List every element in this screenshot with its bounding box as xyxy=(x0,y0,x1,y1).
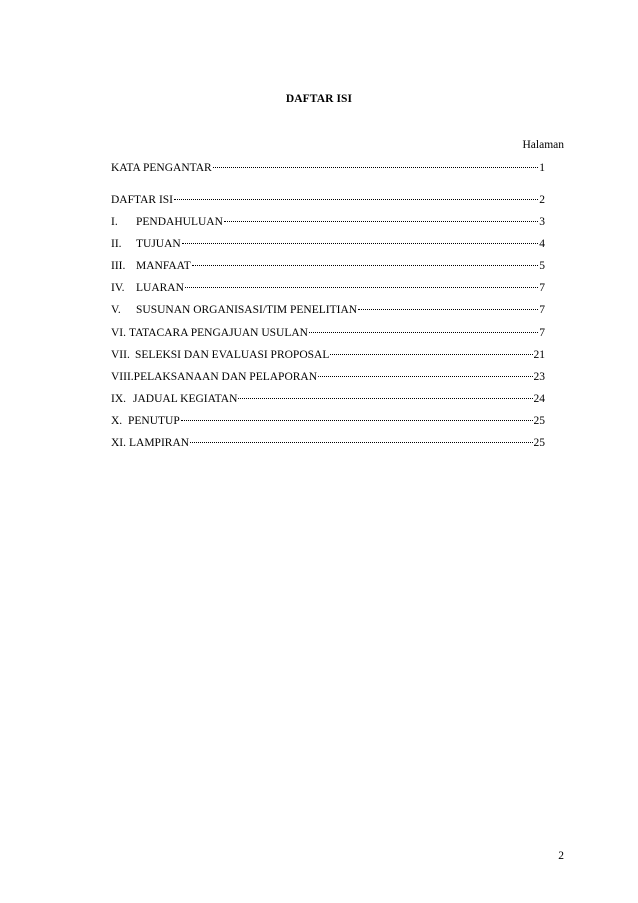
toc-entry-label: SUSUNAN ORGANISASI/TIM PENELITIAN xyxy=(136,304,358,316)
toc-entry-number: III. xyxy=(111,260,126,272)
toc-entry-number: IX. xyxy=(111,393,127,405)
toc-entry-label: PENUTUP xyxy=(128,415,180,427)
toc-entry-page: 23 xyxy=(533,371,545,383)
toc-leader-dots xyxy=(238,397,532,399)
toc-entry-number: VIII. xyxy=(111,371,134,383)
toc-entry-number: VI. xyxy=(111,327,127,339)
page-number: 2 xyxy=(558,850,564,862)
toc-leader-dots xyxy=(318,375,532,377)
toc-entry xyxy=(111,369,545,385)
toc-leader-dots xyxy=(224,220,538,222)
toc-leader-dots xyxy=(185,286,538,288)
page-column-header: Halaman xyxy=(522,139,564,151)
toc-entry xyxy=(111,236,545,252)
toc-entry-page: 7 xyxy=(539,304,545,316)
toc-leader-dots xyxy=(181,419,533,421)
toc-entry-number: V. xyxy=(111,304,121,316)
toc-entry-page: 7 xyxy=(539,327,545,339)
page-title: DAFTAR ISI xyxy=(285,93,353,105)
toc-entry xyxy=(111,325,545,341)
toc-entry xyxy=(111,347,545,363)
toc-entry-label: PELAKSANAAN DAN PELAPORAN xyxy=(133,371,318,383)
toc-entry-number: II. xyxy=(111,238,122,250)
toc-entry xyxy=(111,258,545,274)
toc-entry-label: JADUAL KEGIATAN xyxy=(133,393,238,405)
toc-entry-number: VII. xyxy=(111,349,130,361)
toc-entry-page: 25 xyxy=(533,415,545,427)
toc-leader-dots xyxy=(190,441,532,443)
toc-entry-page: 1 xyxy=(539,162,545,174)
toc-entry-number: XI. xyxy=(111,437,127,449)
toc-entry-label: LAMPIRAN xyxy=(129,437,190,449)
toc-entry xyxy=(111,413,545,429)
toc-entry-page: 4 xyxy=(539,238,545,250)
toc-entry-label: TATACARA PENGAJUAN USULAN xyxy=(129,327,308,339)
toc-entry xyxy=(111,160,545,176)
toc-entry xyxy=(111,192,545,208)
toc-entry-label: TUJUAN xyxy=(136,238,181,250)
toc-entry-label: MANFAAT xyxy=(136,260,191,272)
toc-entry-page: 7 xyxy=(539,282,545,294)
toc-entry-number: IV. xyxy=(111,282,125,294)
toc-leader-dots xyxy=(330,353,532,355)
toc-leader-dots xyxy=(309,331,538,333)
toc-entry xyxy=(111,302,545,318)
toc-entry-number: X. xyxy=(111,415,123,427)
toc-entry-number: I. xyxy=(111,216,118,228)
toc-entry-label: PENDAHULUAN xyxy=(136,216,223,228)
toc-entry-page: 5 xyxy=(539,260,545,272)
toc-entry xyxy=(111,280,545,296)
toc-entry-page: 25 xyxy=(533,437,545,449)
toc-leader-dots xyxy=(182,242,539,244)
toc-entry-label: DAFTAR ISI xyxy=(111,194,174,206)
toc-entry-label: LUARAN xyxy=(136,282,184,294)
toc-entry xyxy=(111,391,545,407)
toc-entry-page: 3 xyxy=(539,216,545,228)
toc-entry-page: 24 xyxy=(533,393,545,405)
toc-leader-dots xyxy=(192,264,539,266)
toc-leader-dots xyxy=(174,198,538,200)
toc-leader-dots xyxy=(358,308,538,310)
toc-entry-page: 2 xyxy=(539,194,545,206)
toc-entry-label: KATA PENGANTAR xyxy=(111,162,212,174)
toc-leader-dots xyxy=(213,166,539,168)
toc-entry-page: 21 xyxy=(533,349,545,361)
toc-entry xyxy=(111,435,545,451)
toc-entry xyxy=(111,214,545,230)
toc-entry-label: SELEKSI DAN EVALUASI PROPOSAL xyxy=(135,349,330,361)
